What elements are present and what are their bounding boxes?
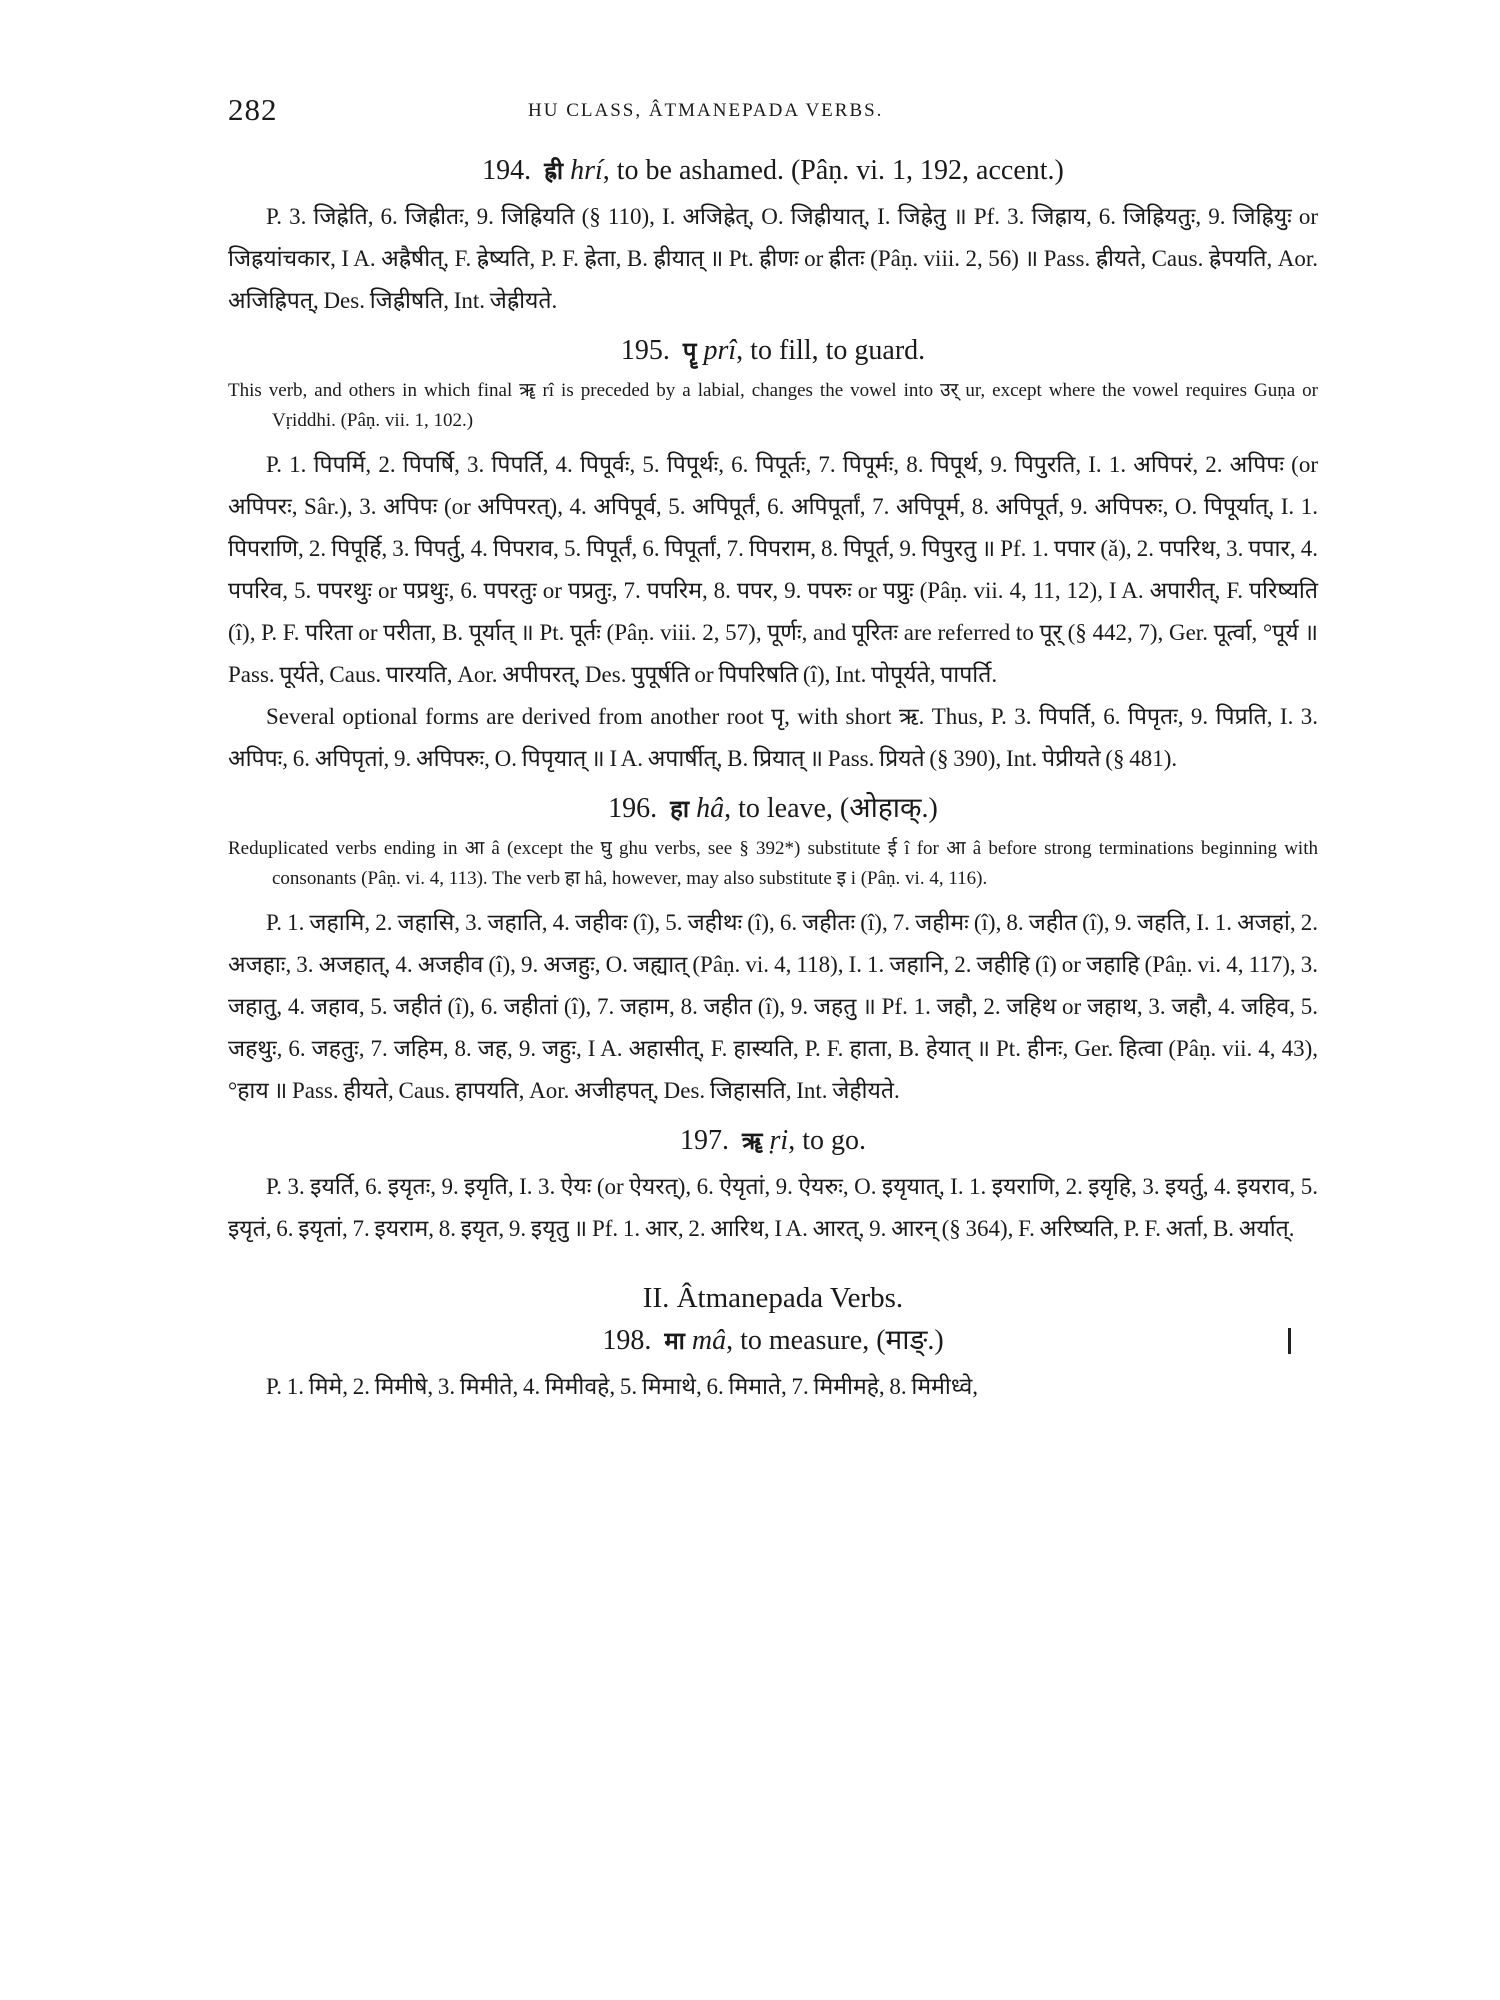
entry-root-transliteration: prî [703,335,737,366]
entry-root-transliteration: hrí [570,155,603,186]
entry-root-devanagari: ॠ [742,1127,763,1155]
entry-number: 196. [608,793,658,824]
entry-number: 195. [620,335,670,366]
entry-heading [228,152,1318,190]
entry-gloss: , to leave, (ओहाक्.) [724,793,938,824]
entry-body: P. 1. जहामि, 2. जहासि, 3. जहाति, 4. जहीवः (î), 5. जहीथः (î), 6. जहीतः (î), 7. जहीमः (î), 8. जहीत (î), 9. जहति, I. 1. अजहां, 2. अजहाः, 3. अजहात्, 4. अजहीव (î), 9. अजहुः, O. जह्यात् (Pâṇ. vi. 4, 118), I. 1. जहानि, 2. जहीहि (î) or जहाहि (Pâṇ. vi. 4, 117), 3. जहातु, 4. जहाव, 5. जहीतं (î), 6. जहीतां (î), 7. जहाम, 8. जहीत (î), 9. जहतु ॥ Pf. 1. जहौ, 2. जहिथ or जहाथ, 3. जहौ, 4. जहिव, 5. जहथुः, 6. जहतुः, 7. जहिम, 8. जह, 9. जहुः, I A. अहासीत्, F. हास्यति, P. F. हाता, B. हेयात् ॥ Pt. हीनः, Ger. हित्वा (Pâṇ. vii. 4, 43), °हाय ॥ Pass. हीयते, Caus. हापयति, Aor. अजीहपत्, Des. जिहासति, Int. जेहीयते. [228,910,1318,1103]
entry-number: 194. [482,155,532,186]
page-number: 282 [228,92,278,127]
entry-heading [228,1322,1318,1360]
entry-root-transliteration: ṛi [769,1125,789,1156]
running-head [228,92,1318,142]
entry-root-transliteration: mâ [691,1325,727,1356]
entry-195 [228,332,1318,780]
margin-rule-mark [1288,1328,1291,1354]
entry-root-transliteration: hâ [696,793,725,824]
entry-gloss: , to be ashamed. (Pâṇ. vi. 1, 192, accent.) [602,155,1064,186]
entry-gloss: , to go. [788,1125,866,1156]
section-title: II. Âtmanepada Verbs. [642,1282,904,1314]
entry-root-devanagari: ह्री [544,157,564,185]
entry-number: 197. [680,1125,730,1156]
entry-body: P. 3. जिह्रेति, 6. जिह्रीतः, 9. जिह्रियति (§ 110), I. अजिह्रेत्, O. जिह्रीयात्, I. जिह्रेतु ॥ Pf. 3. जिह्राय, 6. जिह्रियतुः, 9. जिह्रियुः or जिह्रयांचकार, I A. अह्रैषीत्, F. ह्रेष्यति, P. F. ह्रेता, B. ह्रीयात् ॥ Pt. ह्रीणः or ह्रीतः (Pâṇ. viii. 2, 56) ॥ Pass. ह्रीयते, Caus. ह्रेपयति, Aor. अजिह्रिपत्, Des. जिह्रीषति, Int. जेह्रीयते. [228,204,1318,313]
entry-196 [228,790,1318,1112]
entry-root-devanagari: मा [664,1327,685,1355]
entry-number: 198. [602,1325,652,1356]
entry-194 [228,152,1318,322]
entry-body-continued: Several optional forms are derived from another root पृ, with short ऋ. Thus, P. 3. पिपर्ति, 6. पिपृतः, 9. पिप्रति, I. 3. अपिपः, 6. अपिपृतां, 9. अपिपरुः, O. पिपृयात् ॥ I A. अपार्षीत्, B. प्रियात् ॥ Pass. प्रियते (§ 390), Int. पेप्रीयते (§ 481). [228,704,1318,771]
entry-heading [228,332,1318,370]
entry-root-devanagari: हा [670,795,690,823]
entry-198 [228,1322,1318,1408]
entry-gloss: , to measure, (माङ्.) [726,1325,944,1356]
running-title: HU CLASS, ÂTMANEPADA VERBS. [528,100,884,121]
entry-note: Reduplicated verbs ending in आ â (except the घु ghu verbs, see § 392*) substitute ई î for आ â before strong terminations beginning with consonants (Pâṇ. vi. 4, 113). The verb हा hâ, however, may also substitute इ i (Pâṇ. vi. 4, 116). [228,838,1318,889]
entry-body: P. 3. इयर्ति, 6. इयृतः, 9. इयृति, I. 3. ऐयः (or ऐयरत्), 6. ऐयृतां, 9. ऐयरुः, O. इयृयात्, I. 1. इयराणि, 2. इयृहि, 3. इयर्तु, 4. इयराव, 5. इयृतं, 6. इयृतां, 7. इयराम, 8. इयृत, 9. इयृतु ॥ Pf. 1. आर, 2. आरिथ, I A. आरत्, 9. आरन् (§ 364), F. अरिष्यति, P. F. अर्ता, B. अर्यात्. [228,1174,1318,1241]
entry-root-devanagari: पॄ [682,337,697,365]
entry-body: P. 1. मिमे, 2. मिमीषे, 3. मिमीते, 4. मिमीवहे, 5. मिमाथे, 6. मिमाते, 7. मिमीमहे, 8. मिमीध्वे, [266,1374,979,1399]
book-page [228,92,1318,1408]
entry-gloss: , to fill, to guard. [736,335,926,366]
entry-note: This verb, and others in which final ॠ rî is preceded by a labial, changes the vowel into उर् ur, except where the vowel requires Guṇa or Vṛiddhi. (Pâṇ. vii. 1, 102.) [228,380,1318,431]
entry-body: P. 1. पिपर्मि, 2. पिपर्षि, 3. पिपर्ति, 4. पिपूर्वः, 5. पिपूर्थः, 6. पिपूर्तः, 7. पिपूर्मः, 8. पिपूर्थ, 9. पिपुरति, I. 1. अपिपरं, 2. अपिपः (or अपिपरः, Sâr.), 3. अपिपः (or अपिपरत्), 4. अपिपूर्व, 5. अपिपूर्तं, 6. अपिपूर्तां, 7. अपिपूर्म, 8. अपिपूर्त, 9. अपिपरुः, O. पिपूर्यात्, I. 1. पिपराणि, 2. पिपूर्हि, 3. पिपर्तु, 4. पिपराव, 5. पिपूर्तं, 6. पिपूर्तां, 7. पिपराम, 8. पिपूर्त, 9. पिपुरतु ॥ Pf. 1. पपार (ǎ), 2. पपरिथ, 3. पपार, 4. पपरिव, 5. पपरथुः or पप्रथुः, 6. पपरतुः or पप्रतुः, 7. पपरिम, 8. पपर, 9. पपरुः or पप्रुः (Pâṇ. vii. 4, 11, 12), I A. अपारीत्, F. परिष्यति (î), P. F. परिता or परीता, B. पूर्यात् ॥ Pt. पूर्तः (Pâṇ. viii. 2, 57), पूर्णः, and पूरितः are referred to पूर् (§ 442, 7), Ger. पूर्त्वा, °पूर्य ॥ Pass. पूर्यते, Caus. पारयति, Aor. अपीपरत्, Des. पुपूर्षति or पिपरिषति (î), Int. पोपूर्यते, पापर्ति. [228,452,1318,687]
entry-heading [228,1122,1318,1160]
entry-197 [228,1122,1318,1250]
entry-heading [228,790,1318,828]
